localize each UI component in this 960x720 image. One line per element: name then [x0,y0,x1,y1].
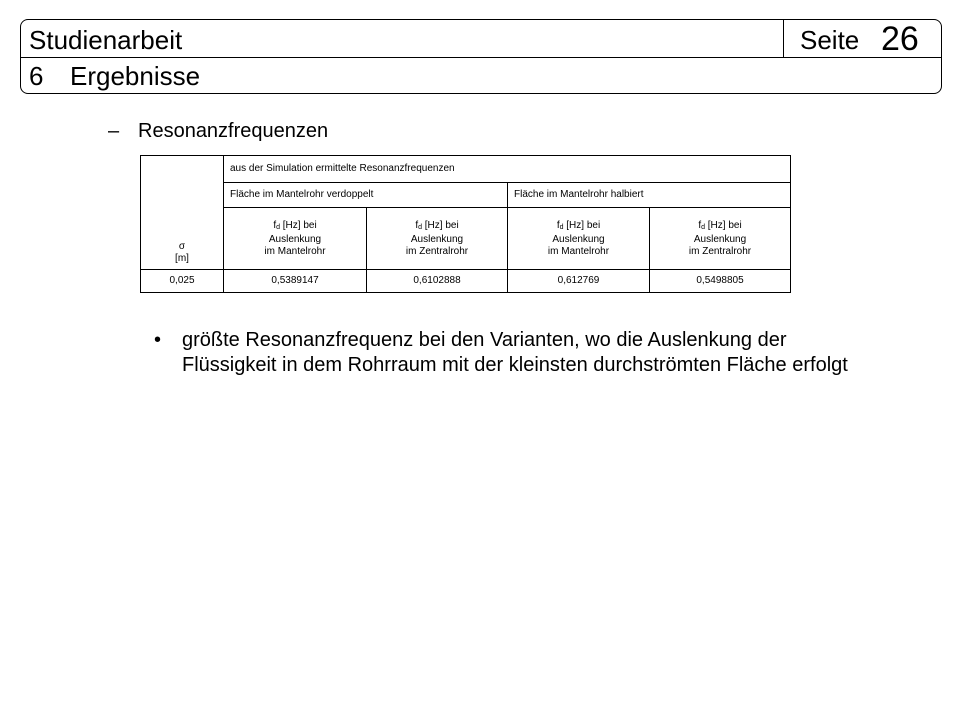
section-number: 6 [29,61,44,91]
header-section-row [21,58,941,94]
header-divider [783,20,784,57]
table-row [141,208,791,270]
value-cell: 0,5389147 [224,270,367,293]
sigma-symbol: σ [178,241,186,252]
value-cell: 0,6102888 [367,270,508,293]
header-frame [20,19,942,94]
subheading-text: Resonanzfrequenzen [138,120,329,142]
section-title: Ergebnisse [70,61,201,91]
value-cell: 0,5498805 [650,270,791,293]
sigma-header-cell [141,156,224,270]
table-row [141,156,791,183]
column-header-cell: $f_d$ [Hz] bei Auslenkung im Zentralrohr [367,208,508,270]
page-number: 26 [881,20,919,58]
header-top-row [21,20,941,58]
document-title: Studienarbeit [29,25,183,55]
column-header-cell: $f_d$ [Hz] bei Auslenkung im Mantelrohr [224,208,367,270]
table-row [141,183,791,208]
column-header-cell: $f_d$ [Hz] bei Auslenkung im Mantelrohr [508,208,650,270]
value-cell: 0,612769 [508,270,650,293]
subheading [108,119,328,143]
variant-halved-cell: Fläche im Mantelrohr halbiert [508,183,791,208]
resonance-table [140,155,791,293]
sigma-value-cell: 0,025 [141,270,224,293]
column-header-cell: $f_d$ [Hz] bei Auslenkung im Zentralrohr [650,208,791,270]
table-row [141,270,791,293]
dash-bullet: – [108,120,120,142]
group-header-cell: aus der Simulation ermittelte Resonanzfrequenzen [224,156,791,183]
bullet-text: größte Resonanzfrequenz bei den Varianten, wo die Auslenkung der Flüssigkeit in dem Rohrraum mit der kleinsten durchströmten Fläche erfolgt [182,329,848,376]
sigma-unit: [m] [175,253,189,264]
variant-doubled-cell: Fläche im Mantelrohr verdoppelt [224,183,508,208]
page-label: Seite [800,25,860,55]
bullet-icon: • [154,329,162,351]
